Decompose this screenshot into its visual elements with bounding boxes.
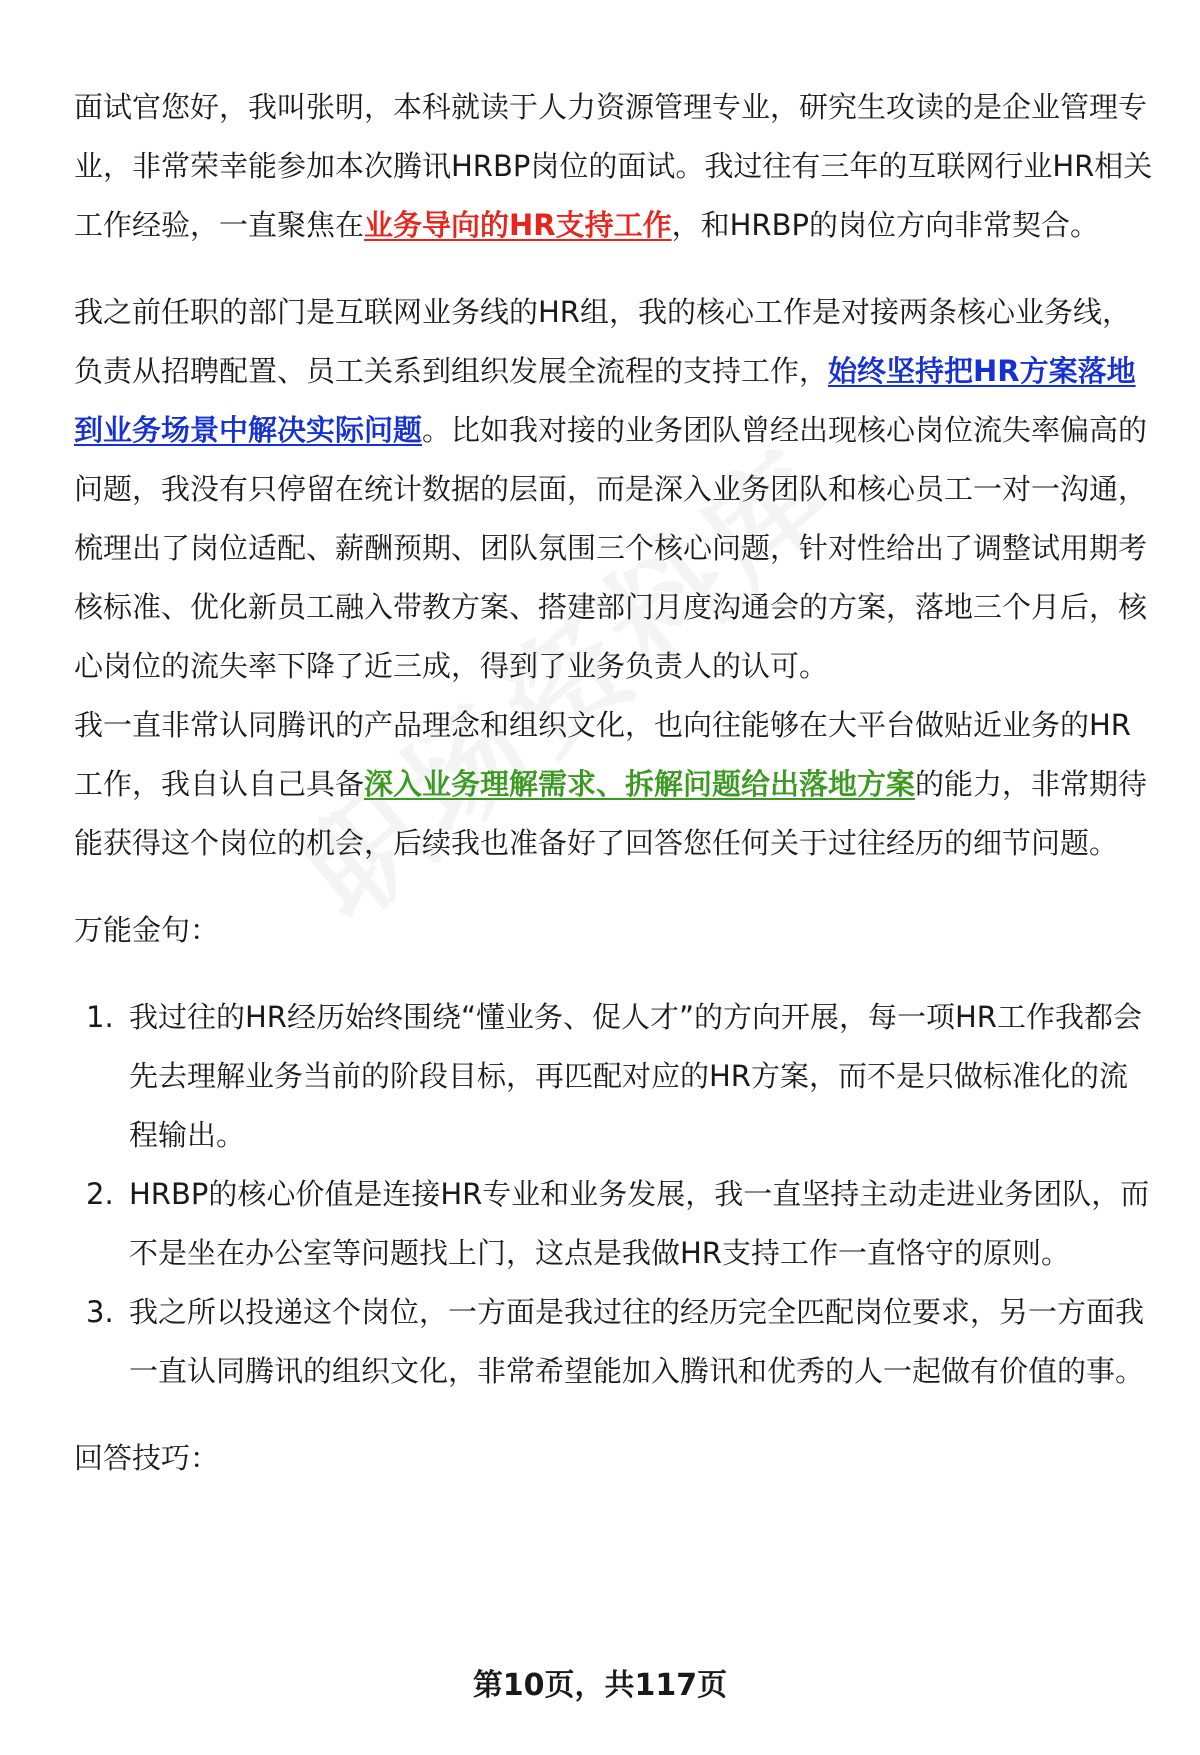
golden-sentences-list	[74, 988, 1154, 1401]
list-text: 我过往的HR经历始终围绕“懂业务、促人才”的方向开展，每一项HR工作我都会先去理解业务当前的阶段目标，再匹配对应的HR方案，而不是只做标准化的流程输出。	[129, 1000, 1142, 1152]
answer-tips-heading: 回答技巧：	[74, 1441, 220, 1475]
experience-paragraph	[74, 283, 1154, 696]
list-item	[74, 1283, 1154, 1401]
highlight-green: 深入业务理解需求、拆解问题给出落地方案	[364, 767, 916, 801]
intro-text-end: ，和HRBP的岗位方向非常契合。	[671, 208, 1099, 242]
motivation-paragraph	[74, 696, 1154, 873]
highlight-red: 业务导向的HR支持工作	[364, 208, 672, 242]
list-text: 我之所以投递这个岗位，一方面是我过往的经历完全匹配岗位要求，另一方面我一直认同腾讯的组织文化，非常希望能加入腾讯和优秀的人一起做有价值的事。	[129, 1295, 1145, 1388]
intro-text-start: 面试官您好，我叫张明，本科就读于人力资源管理专业，研究生攻读的是企业管理专业，非常荣幸能参加本次腾讯HRBP岗位的面试。我过往有三年的互联网行业HR相关工作经验，一直聚焦在	[74, 90, 1153, 242]
intro-paragraph	[74, 78, 1154, 255]
experience-text-end: 。比如我对接的业务团队曾经出现核心岗位流失率偏高的问题，我没有只停留在统计数据的层面，而是深入业务团队和核心员工一对一沟通，梳理出了岗位适配、薪酬预期、团队氛围三个核心问题，针对性给出了调整试用期考核标准、优化新员工融入带教方案、搭建部门月度沟通会的方案，落地三个月后，核心岗位的流失率下降了近三成，得到了业务负责人的认可。	[74, 413, 1148, 683]
list-number: 3.	[86, 1295, 114, 1329]
golden-sentences-heading: 万能金句：	[74, 913, 220, 947]
motivation-text-start: 我一直非常认同腾讯的产品理念和组织文化，也向往能够在大平台做贴近业务的HR工作，我自认自己具备	[74, 708, 1131, 801]
document-body	[74, 78, 1154, 1488]
list-item	[74, 1165, 1154, 1283]
list-number: 1.	[86, 1000, 114, 1034]
page-footer: 第10页，共117页	[472, 1668, 728, 1703]
list-text: HRBP的核心价值是连接HR专业和业务发展，我一直坚持主动走进业务团队，而不是坐在办公室等问题找上门，这点是我做HR支持工作一直恪守的原则。	[129, 1177, 1150, 1270]
list-number: 2.	[86, 1177, 114, 1211]
highlight-blue: 始终坚持把HR方案落地到业务场景中解决实际问题	[74, 354, 1136, 447]
motivation-text-end: 的能力，非常期待能获得这个岗位的机会，后续我也准备好了回答您任何关于过往经历的细节问题。	[74, 767, 1148, 860]
list-item	[74, 988, 1154, 1165]
experience-text-start: 我之前任职的部门是互联网业务线的HR组，我的核心工作是对接两条核心业务线，负责从招聘配置、员工关系到组织发展全流程的支持工作，	[74, 295, 1131, 388]
